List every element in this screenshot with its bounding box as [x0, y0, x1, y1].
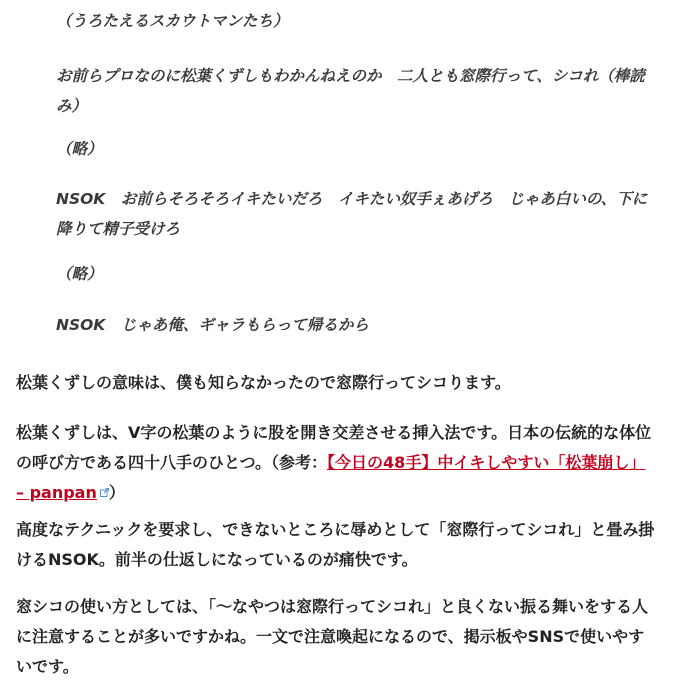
paragraph-usage: 窓シコの使い方としては、「〜なやつは窓際行ってシコれ」と良くない振る舞いをする人に注意することが多いですかね。一文で注意喚起になるので、掲示板やSNSで使いやすいです。: [16, 597, 649, 676]
quote-line-2: お前らプロなのに松葉くずしもわかんねえのか 二人とも窓際行って、シコれ（棒読み）: [56, 67, 645, 115]
quote-line-3: （略）: [56, 140, 103, 158]
definition-text: 松葉くずしは、V字の松葉のように股を開き交差させる挿入法です。日本の伝統的な体位の呼び方である四十八手のひとつ。（参考：: [16, 423, 652, 472]
reference-link[interactable]: 【今日の48手】中イキしやすい「松葉崩し」 – panpan: [16, 453, 646, 502]
external-link-icon: [100, 488, 109, 497]
paragraph-definition: [16, 418, 655, 508]
paragraph-technique: 高度なテクニックを要求し、できないところに辱めとして「窓際行ってシコれ」と畳み掛けるNSOK。前半の仕返しになっているのが痛快です。: [16, 520, 655, 569]
quote-line-1: （うろたえるスカウトマンたち）: [56, 12, 289, 30]
quote-line-4: NSOK お前らそろそろイキたいだろ イキたい奴手ぇあげろ じゃあ白いの、下に降りて精子受けろ: [56, 190, 648, 238]
quote-line-5: （略）: [56, 265, 103, 283]
quote-line-6: NSOK じゃあ俺、ギャラもらって帰るから: [56, 316, 369, 334]
definition-close: ）: [108, 483, 125, 502]
paragraph-meaning: 松葉くずしの意味は、僕も知らなかったので窓際行ってシコります。: [16, 373, 511, 392]
